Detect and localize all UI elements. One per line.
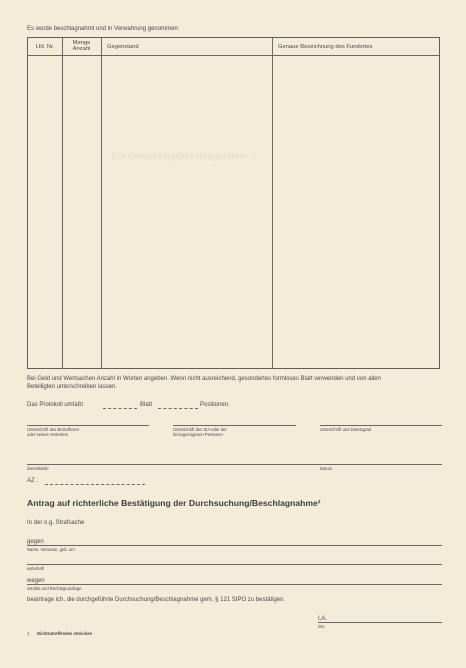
ia-signature-line[interactable] (318, 622, 442, 623)
col-header-lfd: Lfd. Nr. (35, 44, 55, 50)
label-gegen: gegen (27, 539, 44, 545)
antrag-title: Antrag auf richterliche Bestätigung der Durchsuchung/Beschlagnahme¹ (27, 498, 321, 508)
label-betroffener-1: Unterschrift des Betroffenen (27, 427, 80, 432)
protokoll-blatt: Blatt (140, 402, 153, 408)
label-sta-1: Unterschrift des StA oder der (173, 427, 227, 432)
protokoll-positionen: Positionen. (200, 402, 230, 408)
table-col-divider (272, 38, 273, 368)
table-col-divider (62, 38, 63, 368)
col-header-menge (62, 40, 101, 52)
protokoll-prefix: Das Protokoll umfaßt (27, 402, 84, 408)
note-line-1: Bei Geld und Wertsachen Anzahl in Worten angeben. Wenn nicht ausreichend, gesondertes formloses Blatt verwenden und von allen (27, 376, 381, 382)
gegen-line[interactable] (27, 545, 442, 546)
col-header-menge-line1: Menge (72, 40, 91, 46)
beantrage-text: beantrage ich, die durchgeführte Durchsuchung/Beschlagnahme gem. § 121 StPO zu bestätigen. (27, 597, 286, 603)
note-line-2: Beteiligten unterschreiben lassen. (27, 384, 118, 390)
dienststelle-line[interactable] (27, 464, 442, 465)
bleed-through-text: Durchsuchung/Beschlagnahme ... (112, 151, 258, 161)
wohnhaft-line-top[interactable] (27, 564, 442, 565)
az-field[interactable] (45, 484, 145, 485)
signature-line-dienstgrad[interactable] (320, 425, 442, 426)
seized-items-table (27, 37, 440, 369)
label-straftat: Straftat und Rechtsgrundlage (27, 586, 82, 591)
label-name: Name, Vorname, geb. am (27, 547, 75, 552)
label-ia: I.A. (318, 616, 328, 622)
label-betroffener-2: oder seines Vertreters (27, 432, 68, 437)
blatt-count-field[interactable] (103, 408, 137, 409)
table-header-divider (28, 55, 439, 56)
label-sta-2: hinzugezogenen Personen (173, 432, 223, 437)
footnote-text: Nichtzutreffendes streichen (37, 631, 93, 636)
intro-text: Es wurde beschlagnahmt und in Verwahrung genommen: (27, 26, 180, 32)
col-header-menge-line2: Anzahl (72, 46, 91, 53)
label-wegen: wegen (27, 578, 45, 584)
label-sta: StA (318, 624, 325, 629)
col-header-gegenstand: Gegenstand (107, 44, 139, 50)
wegen-line[interactable] (27, 584, 442, 585)
signature-line-sta[interactable] (173, 425, 296, 426)
col-header-fundort: Genaue Bezeichnung des Fundortes (278, 44, 373, 50)
label-dienstgrad: Unterschrift und Dienstgrad (320, 427, 371, 432)
label-az: AZ : (27, 478, 39, 484)
footnote-number: 1 (27, 631, 30, 636)
label-dienststelle: Dienststelle (27, 466, 49, 471)
signature-line-betroffener[interactable] (27, 425, 149, 426)
label-wohnhaft: wohnhaft (27, 566, 44, 571)
positionen-count-field[interactable] (158, 408, 198, 409)
table-col-divider (101, 38, 102, 368)
label-datum: Datum (320, 466, 333, 471)
strafsache-text: In der o.g. Strafsache (27, 520, 85, 526)
